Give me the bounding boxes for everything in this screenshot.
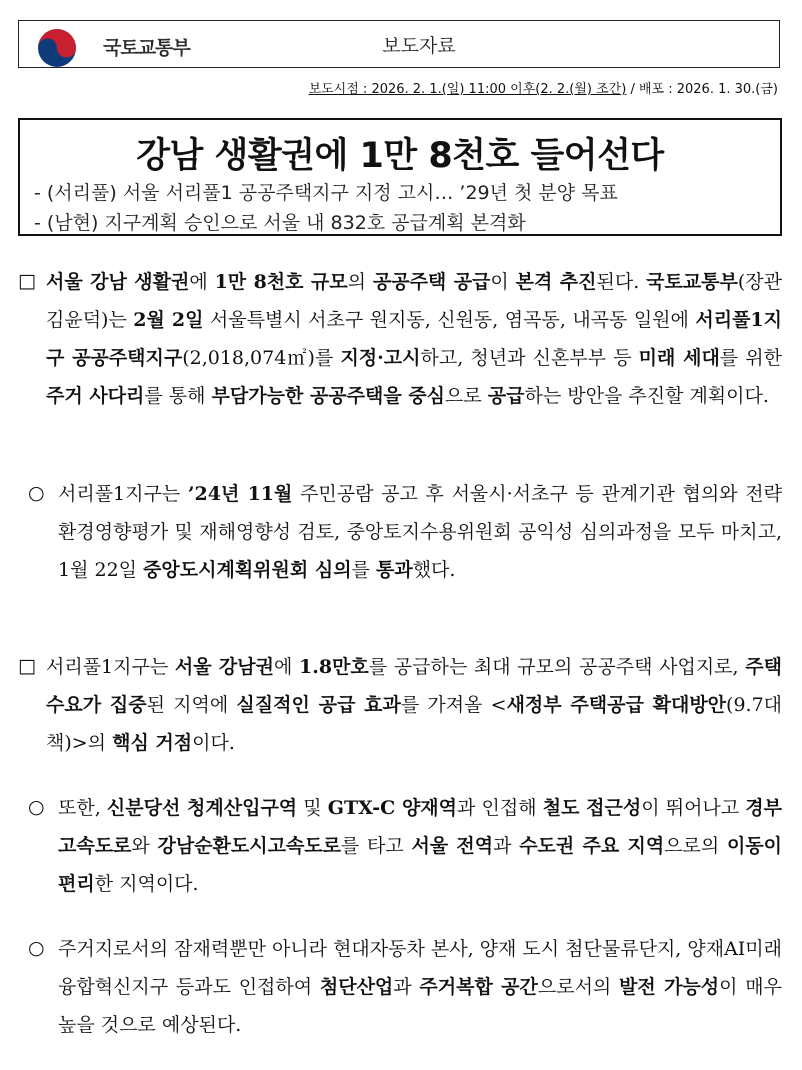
body-text: 를 가져올 < (400, 694, 507, 716)
document-type: 보도자료 (382, 35, 456, 57)
square-bullet: □ (18, 655, 36, 677)
bold-text: 철도 접근성 (542, 797, 642, 819)
bold-text: 서리풀1지구 공공주택지구 (46, 309, 782, 369)
distribution-date: 배포 : 2026. 1. 30.(금) (638, 82, 778, 97)
body-text: (2,018,074㎡)를 (182, 347, 341, 369)
bold-text: 1만 8천호 규모 (214, 271, 348, 293)
bold-text: 주택 수요가 집중 (46, 656, 782, 716)
body-text: 서울특별시 서초구 원지동, 신원동, 염곡동, 내곡동 일원에 (203, 309, 696, 331)
circle-bullet: ○ (28, 937, 45, 959)
bold-text: 강남순환도시고속도로 (157, 835, 342, 857)
circle-bullet: ○ (28, 482, 45, 504)
body-text: 과 (393, 976, 420, 998)
bold-text: 실질적인 공급 효과 (236, 694, 401, 716)
section-paragraph (46, 263, 782, 415)
body-text: 된 지역에 (146, 694, 237, 716)
body-text: 서리풀1지구는 (46, 656, 175, 678)
body-text: (장관 김윤덕)는 (46, 271, 782, 331)
section-paragraph (58, 789, 782, 903)
bold-text: 이동이 편리 (58, 835, 782, 895)
section-paragraph (58, 930, 782, 1044)
bold-text: 첨단산업 (319, 976, 394, 998)
bold-text: 서울 전역 (411, 835, 494, 857)
bold-text: 주거 사다리 (46, 385, 145, 407)
body-text: 했다. (412, 559, 456, 581)
body-text: 하고, 청년과 신혼부부 등 (420, 347, 639, 369)
body-text: 에 (189, 271, 215, 293)
bold-text: 신분당선 청계산입구역 (106, 797, 298, 819)
body-text: 한 지역이다. (94, 873, 199, 895)
bold-text: 지정·고시 (340, 347, 421, 369)
bold-text: 1.8만호 (298, 656, 369, 678)
body-text: 또한, (58, 797, 107, 819)
bold-text: 서울 강남권 (174, 656, 274, 678)
body-text: 과 인접해 (457, 797, 543, 819)
body-text: 으로 (445, 385, 488, 407)
government-logo-icon (37, 28, 77, 68)
circle-bullet: ○ (28, 796, 45, 818)
headline-subtitle: - (남현) 지구계획 승인으로 서울 내 832호 공급계획 본격화 (34, 212, 526, 234)
bold-text: 2월 2일 (133, 309, 204, 331)
release-dateline (309, 78, 778, 97)
bold-text: 경부고속도로 (58, 797, 782, 857)
bold-text: 핵심 거점 (112, 732, 193, 754)
bold-text: 통과 (375, 559, 413, 581)
body-text: 주거지로서의 잠재력뿐만 아니라 현대자동차 본사, 양재 도시 첨단물류단지, 양재AI미래융합혁신지구 등과도 인접하여 (58, 938, 783, 998)
bold-text: 본격 추진 (515, 271, 597, 293)
bold-text: 새정부 주택공급 확대방안 (506, 694, 727, 716)
bold-text: GTX-C 양재역 (327, 797, 458, 819)
body-text: 이다. (192, 732, 235, 754)
body-text: 이 뛰어나고 (641, 797, 746, 819)
body-text: 를 통해 (144, 385, 212, 407)
bold-text: 공급 (487, 385, 525, 407)
body-text: 으로의 (664, 835, 727, 857)
bold-text: 중앙도시계획위원회 심의 (143, 559, 352, 581)
section-paragraph (46, 648, 782, 762)
body-text: 와 (131, 835, 158, 857)
headline-box (18, 118, 782, 236)
release-time: 보도시점 : 2026. 2. 1.(일) 11:00 이후(2. 2.(월) 조간) (308, 82, 627, 97)
bold-text: ’24년 11월 (187, 483, 293, 505)
body-text: 서리풀1지구는 (58, 483, 188, 505)
bold-text: 공공주택 공급 (372, 271, 491, 293)
body-text: 및 (297, 797, 328, 819)
bold-text: 부담가능한 공공주택을 중심 (211, 385, 446, 407)
bold-text: 미래 세대 (638, 347, 720, 369)
bold-text: 서울 강남 생활권 (46, 271, 190, 293)
body-text: 에 (273, 656, 299, 678)
body-text: 이 매우 높을 것으로 예상된다. (58, 976, 782, 1036)
body-text: 를 공급하는 최대 규모의 공공주택 사업지로, (368, 656, 746, 678)
bold-text: 국토교통부 (646, 271, 738, 293)
dateline-separator: / (626, 82, 639, 97)
ministry-name: 국토교통부 (103, 37, 190, 59)
bold-text: 수도권 주요 지역 (519, 835, 665, 857)
body-text: 이 (490, 271, 516, 293)
headline-subtitle: - (서리풀) 서울 서리풀1 공공주택지구 지정 고시… ’29년 첫 분양 목표 (34, 182, 618, 204)
header-box (18, 20, 780, 68)
body-text: 된다. (596, 271, 647, 293)
body-text: 를 타고 (341, 835, 412, 857)
body-text: 의 (347, 271, 373, 293)
square-bullet: □ (18, 270, 36, 292)
body-text: 를 (351, 559, 376, 581)
headline-title: 강남 생활권에 1만 8천호 들어선다 (136, 136, 664, 176)
body-text: 주민공람 공고 후 서울시·서초구 등 관계기관 협의와 전략환경영향평가 및 재해영향성 검토, 중앙토지수용위원회 공익성 심의과정을 모두 마치고, 1월 22일 (58, 483, 782, 581)
bold-text: 발전 가능성 (619, 976, 720, 998)
body-text: 를 위한 (719, 347, 783, 369)
body-text: (9.7대책)>의 (46, 694, 783, 754)
section-paragraph (58, 475, 782, 589)
body-text: 하는 방안을 추진할 계획이다. (524, 385, 769, 407)
body-text: 으로서의 (537, 976, 620, 998)
bold-text: 주거복합 공간 (419, 976, 538, 998)
body-text: 과 (493, 835, 520, 857)
